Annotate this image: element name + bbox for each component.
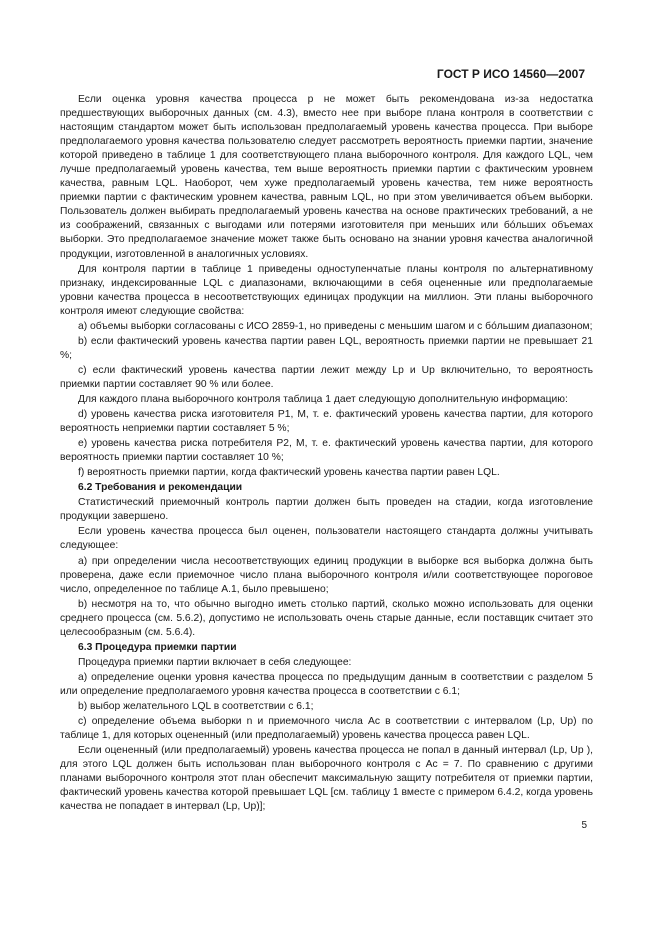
list-item-f: f) вероятность приемки партии, когда фактический уровень качества партии равен LQL. (78, 467, 500, 479)
list-item-e: e) уровень качества риска потребителя P2, M, т. е. фактический уровень качества партии, для которого вероятность приемки партии составляет 10 %; (60, 438, 593, 464)
paragraph-plans-intro: Для контроля партии в таблице 1 приведены одноступенчатые планы контроля по альтернативному признаку, индексированные LQL с диапазонами, включающими в себя оцененные или предполагаемые уровни качества процесса в несоответствующих единицах продукции на миллион. Эти планы выборочного контроля имеют следующие свойства: (60, 263, 593, 317)
paragraph-procedure-intro: Процедура приемки партии включает в себя следующее: (78, 656, 352, 668)
paragraph-additional-info: Для каждого плана выборочного контроля таблица 1 дает следующую дополнительную информацию: (78, 393, 568, 405)
list-item-b-2: b) несмотря на то, что обычно выгодно иметь столько партий, сколько можно использовать для оценки среднего процесса (см. 5.6.2), допустимо не использовать очень старые данные, если поставщик считает это целесообразным (см. 5.6.4). (60, 598, 593, 638)
list-item-a: a) объемы выборки согласованы с ИСО 2859-1, но приведены с меньшим шагом и с бóльшим диапазоном; (78, 320, 593, 332)
paragraph-statistical-control: Статистический приемочный контроль партии должен быть проведен на стадии, когда изготовление продукции завершено. (60, 497, 593, 523)
list-item-a-2: a) при определении числа несоответствующих единиц продукции в выборке вся выборка должна быть проверена, даже если приемочное число плана выборочного контроля и/или соответствующее пороговое число, определенное по таблице А.1, было превышено; (60, 555, 593, 595)
document-header: ГОСТ Р ИСО 14560—2007 (436, 67, 585, 81)
list-item-c-3: c) определение объема выборки n и приемочного числа Ac в соответствии с интервалом (Lp, Up) по таблице 1, для которых оцененный (или предполагаемый) уровень качества процесса равен LQL. (60, 716, 593, 742)
list-item-b: b) если фактический уровень качества партии равен LQL, вероятность приемки партии не превышает 21 %; (60, 335, 593, 361)
section-heading-6-3: 6.3 Процедура приемки партии (78, 641, 237, 653)
list-item-d: d) уровень качества риска изготовителя P1, M, т. е. фактический уровень качества партии, для которого вероятность неприемки партии составляет 5 %; (60, 409, 593, 435)
section-heading-6-2: 6.2 Требования и рекомендации (78, 482, 243, 494)
list-item-b-3: b) выбор желательного LQL в соответствии с 6.1; (78, 700, 314, 712)
list-item-a-3: a) определение оценки уровня качества процесса по предыдущим данным в соответствии с разделом 5 или определение предполагаемого уровня качества процесса в соответствии с 6.1; (60, 671, 593, 697)
list-item-c: c) если фактический уровень качества партии лежит между Lp и Up включительно, то вероятность приемки партии составляет 90 % или более. (60, 364, 593, 390)
document-body (60, 93, 593, 815)
paragraph-users-consider: Если уровень качества процесса был оценен, пользователи настоящего стандарта должны учитывать следующее: (60, 526, 593, 552)
paragraph-interval: Если оцененный (или предполагаемый) уровень качества процесса не попал в данный интервал (Lp, Up ), для этого LQL должен быть использован план выборочного контроля с Ac = 7. По сравнению с другими планами выборочного контроля этот план обеспечит максимальную защиту потребителя от приемки партии, фактический уровень качества которой превышает LQL [см. таблицу 1 вместе с примером 6.4.2, когда уровень качества не попадает в интервал (Lp, Up)]; (60, 745, 593, 813)
page-number: 5 (581, 820, 587, 831)
paragraph-process-quality: Если оценка уровня качества процесса p не может быть рекомендована из-за недостатка предшествующих выборочных данных (см. 4.3), вместо нее при выборе плана контроля в соответствии с настоящим стандартом может быть использован предполагаемый уровень качества процесса. При выборе предполагаемого уровня качества пользователю следует рассмотреть вероятность приемки партии, значение которой приведено в таблице 1 для соответствующего плана выборочного контроля. Для каждого LQL, чем лучше предполагаемый уровень качества, тем выше вероятность приемки партии с фактическим уровнем качества, равным LQL. Наоборот, чем хуже предполагаемый уровень качества, тем ниже вероятность приемки партии с фактическим уровнем качества, равным LQL, но при этом увеличивается объем выборки. Пользователь должен выбирать предполагаемый уровень качества на основе практических требований, а не из соображений, связанных с выгодами или потерями изготовителя при меньших или бóльших объемах выборки. Это предполагаемое значение может также быть основано на знании уровня качества аналогичной продукции, изготовленной в аналогичных условиях. (60, 94, 593, 260)
